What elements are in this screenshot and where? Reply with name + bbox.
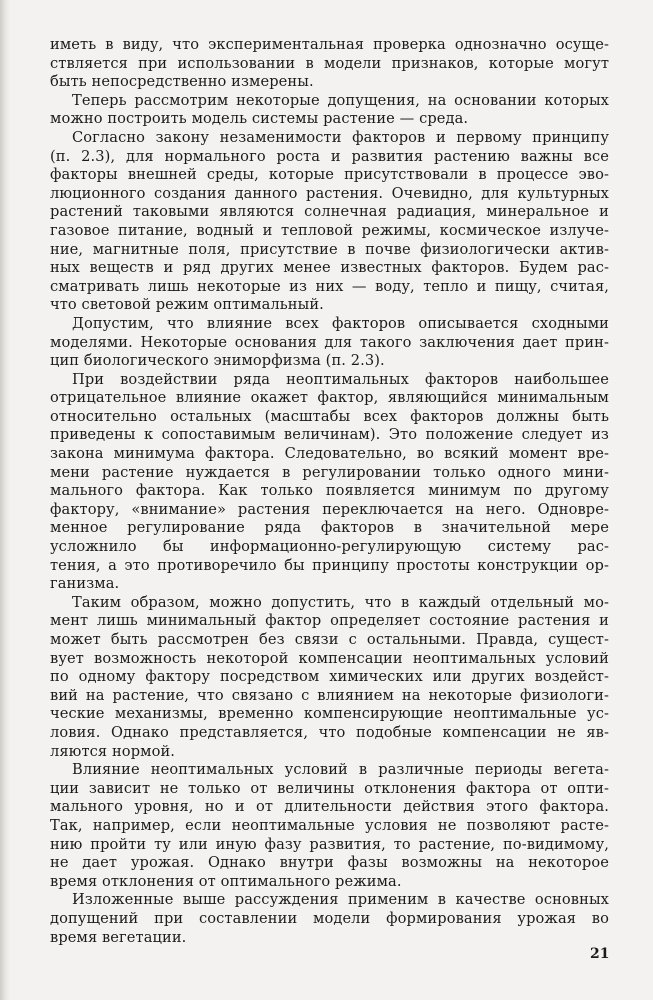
text-line: не дает урожая. Однако внутри фазы возможны на некоторое	[50, 854, 609, 872]
text-line: допущений при составлении модели формирования урожая во	[50, 909, 609, 927]
text-line: ных веществ и ряд других менее известных факторов. Будем рас-	[50, 259, 609, 277]
text-line: При воздействии ряда неоптимальных факторов наибольшее	[72, 370, 609, 388]
text-line: менное регулирование ряда факторов в значительной мере	[50, 519, 609, 537]
text-line: Допустим, что влияние всех факторов описывается сходными	[72, 314, 609, 332]
text-line: Согласно закону незаменимости факторов и первому принципу	[72, 128, 609, 146]
text-line: Так, например, если неоптимальные условия не позволяют расте-	[50, 816, 609, 834]
text-line: мент лишь минимальный фактор определяет состояние растения и	[50, 612, 609, 630]
text-line: люционного создания данного растения. Очевидно, для культурных	[50, 184, 609, 202]
page-number: 21	[590, 946, 610, 962]
text-line: моделями. Некоторые основания для такого заключения дает прин-	[50, 333, 609, 351]
text-line: ческие механизмы, временно компенсирующие неоптимальные ус-	[50, 705, 609, 723]
text-line: относительно остальных (масштабы всех факторов должны быть	[50, 407, 609, 425]
text-line: иметь в виду, что экспериментальная проверка однозначно осуще-	[50, 36, 609, 53]
text-line: ствляется при использовании в модели признаков, которые могут	[50, 54, 609, 72]
text-line: газовое питание, водный и тепловой режимы, космическое излуче-	[50, 221, 609, 239]
text-line: Теперь рассмотрим некоторые допущения, на основании которых	[72, 91, 609, 109]
text-line: факторы внешней среды, которые присутствовали в процессе эво-	[50, 166, 609, 184]
text-line: может быть рассмотрен без связи с остальными. Правда, сущест-	[50, 631, 609, 648]
text-line: быть непосредственно измерены.	[50, 73, 314, 91]
text-line: ловия. Однако представляется, что подобные компенсации не яв-	[50, 723, 609, 741]
text-line: что световой режим оптимальный.	[50, 296, 324, 314]
text-line: Влияние неоптимальных условий в различные периоды вегета-	[72, 761, 609, 779]
text-line: Таким образом, можно допустить, что в каждый отдельный мо-	[72, 593, 609, 611]
text-line: фактору, «внимание» растения переключается на него. Одновре-	[50, 500, 609, 518]
text-line: ляются нормой.	[50, 742, 176, 760]
text-line: нию пройти ту или иную фазу развития, то растение, по-видимому,	[50, 835, 609, 853]
text-line: отрицательное влияние окажет фактор, являющийся минимальным	[50, 389, 609, 407]
text-line: сматривать лишь некоторые из них — воду, тепло и пищу, считая,	[50, 277, 609, 295]
text-line: закона минимума фактора. Следовательно, во всякий момент вре-	[50, 445, 609, 463]
text-line: ции зависит не только от величины отклонения фактора от опти-	[50, 779, 609, 797]
text-line: ние, магнитные поля, присутствие в почве физиологически актив-	[50, 240, 609, 258]
text-line: время вегетации.	[50, 928, 187, 946]
text-line: (п. 2.3), для нормального роста и развития растению важны все	[50, 147, 609, 165]
text-line: мени растение нуждается в регулировании только одного мини-	[50, 463, 609, 481]
scan-edge-shadow	[0, 0, 10, 1000]
text-line: мального уровня, но и от длительности действия этого фактора.	[50, 798, 609, 816]
text-line: цип биологического эниморфизма (п. 2.3).	[50, 352, 385, 370]
text-line: по одному фактору посредством химических или других воздейст-	[50, 668, 609, 686]
text-line: время отклонения от оптимального режима.	[50, 872, 402, 890]
text-line: усложнило бы информационно-регулирующую систему рас-	[50, 538, 609, 556]
text-line: можно построить модель системы растение — среда.	[50, 110, 469, 128]
text-line: мального фактора. Как только появляется минимум по другому	[50, 482, 609, 500]
text-line: вий на растение, что связано с влиянием на некоторые физиологи-	[50, 686, 609, 704]
text-line: приведены к сопоставимым величинам). Это положение следует из	[50, 426, 609, 444]
text-line: Изложенные выше рассуждения применим в качестве основных	[72, 891, 609, 909]
body-text	[50, 36, 609, 947]
text-line: вует возможность некоторой компенсации неоптимальных условий	[50, 649, 609, 667]
text-line: растений таковыми являются солнечная радиация, минеральное и	[50, 203, 609, 221]
text-line: ганизма.	[50, 575, 120, 593]
text-line: тения, а это противоречило бы принципу простоты конструкции ор-	[50, 556, 609, 574]
